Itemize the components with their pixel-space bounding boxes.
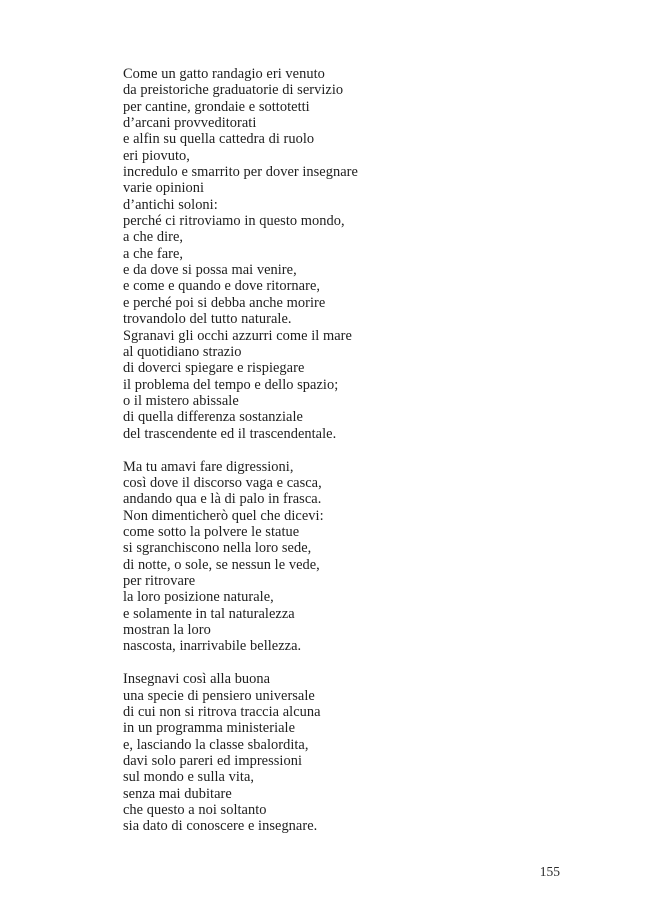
verse-line: andando qua e là di palo in frasca. [123,491,322,508]
verse-line: sul mondo e sulla vita, [123,769,255,786]
verse-line: Insegnavi così alla buona [123,671,271,688]
verse-line: d’antichi soloni: [123,196,218,213]
verse-line: al quotidiano strazio [123,343,242,360]
verse-line: nascosta, inarrivabile bellezza. [123,638,302,655]
verse-line: o il mistero abissale [123,392,239,409]
verse-line: si sgranchiscono nella loro sede, [123,540,312,557]
verse-line: mostran la loro [123,621,211,638]
verse-line: davi solo pareri ed impressioni [123,752,302,769]
verse-line: senza mai dubitare [123,785,232,802]
verse-line: la loro posizione naturale, [123,589,274,606]
page-number: 155 [539,864,560,879]
verse-line: in un programma ministeriale [123,720,296,737]
verse-line: da preistoriche graduatorie di servizio [123,82,344,99]
verse-line: e da dove si possa mai venire, [123,262,297,279]
verse-line: il problema del tempo e dello spazio; [123,376,339,393]
verse-line: incredulo e smarrito per dover insegnare [123,164,358,181]
verse-line: trovandolo del tutto naturale. [123,311,292,328]
verse-line: e, lasciando la classe sbalordita, [123,736,309,753]
verse-line: a che fare, [123,245,184,262]
verse-line: e perché poi si debba anche morire [123,294,326,311]
verse-line: a che dire, [123,229,184,246]
verse-line: e come e quando e dove ritornare, [123,278,321,295]
verse-line: una specie di pensiero universale [123,687,315,704]
verse-line: d’arcani provveditorati [123,115,257,132]
verse-line: Non dimenticherò quel che dicevi: [123,507,324,524]
verse-line: che questo a noi soltanto [123,801,267,818]
verse-line: eri piovuto, [123,147,190,164]
verse-line: di quella differenza sostanziale [123,409,303,426]
verse-line: Come un gatto randagio eri venuto [123,66,325,82]
stanza [123,671,563,834]
verse-line: varie opinioni [123,180,205,197]
verse-line: di cui non si ritrova traccia alcuna [123,703,321,720]
verse-line: perché ci ritroviamo in questo mondo, [123,213,345,230]
verse-line: per cantine, grondaie e sottotetti [123,98,310,115]
verse-line: Ma tu amavi fare digressioni, [123,458,294,475]
verse-line: per ritrovare [123,572,196,589]
stanza [123,66,563,442]
verse-line: di notte, o sole, se nessun le vede, [123,556,320,573]
verse-line: e solamente in tal naturalezza [123,605,295,622]
verse-line: così dove il discorso vaga e casca, [123,474,322,491]
poem-body [123,66,563,851]
verse-line: sia dato di conoscere e insegnare. [123,818,318,835]
verse-line: e alfin su quella cattedra di ruolo [123,131,315,148]
verse-line: di doverci spiegare e rispiegare [123,360,305,377]
stanza [123,459,563,655]
verse-line: come sotto la polvere le statue [123,523,300,540]
verse-line: Sgranavi gli occhi azzurri come il mare [123,327,352,344]
verse-line: del trascendente ed il trascendentale. [123,425,337,442]
